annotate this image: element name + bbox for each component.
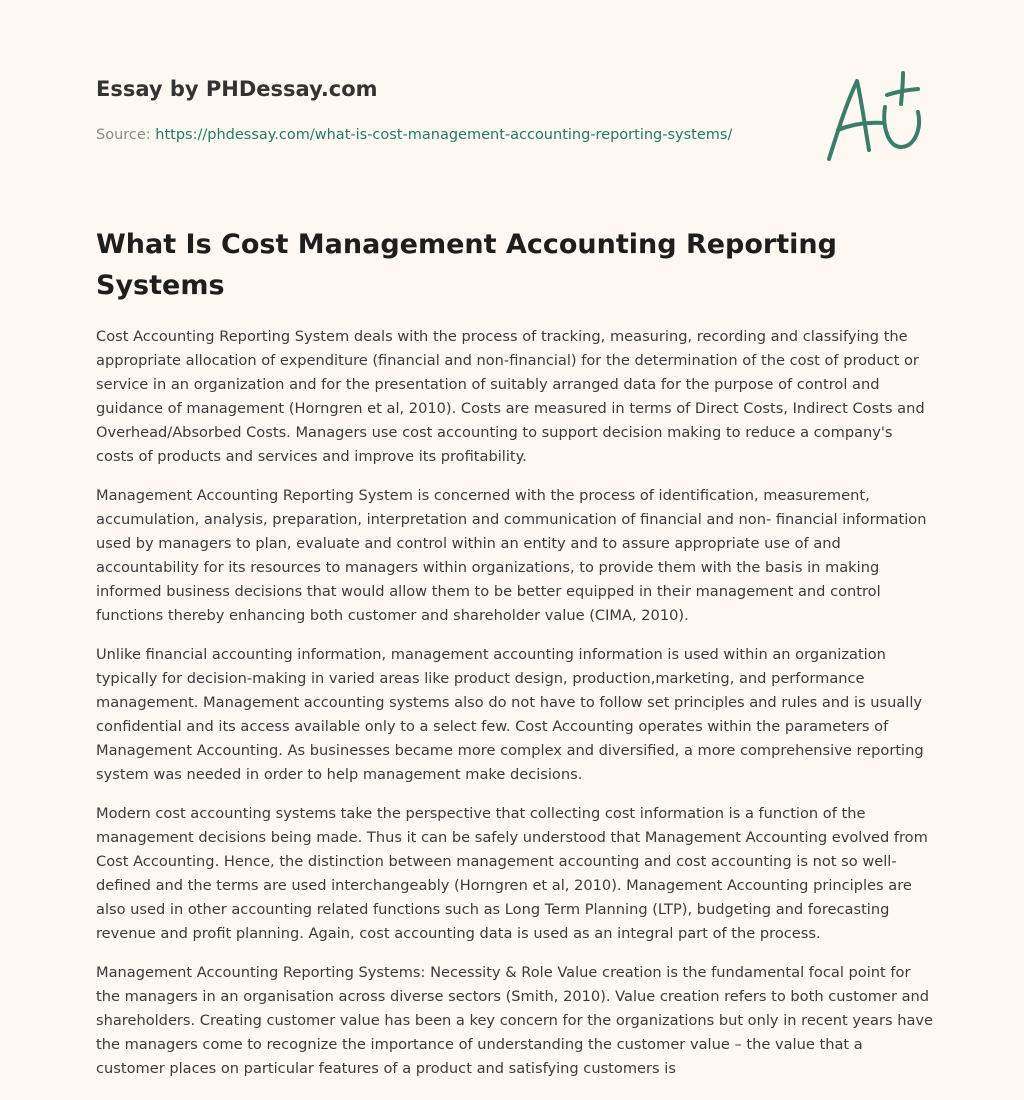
source-label: Source: [96,127,151,143]
a-plus-grade-icon [822,68,926,164]
paragraph: Modern cost accounting systems take the perspective that collecting cost information is a function of the management decisions being made. Thus it can be safely understood that Management Accounting evolved from Cost Accounting. Hence, the distinction between management accounting and cost accounting is not so well-defined and the terms are used interchangeably (Horngren et al, 2010). Management Accounting principles are also used in other accounting related functions such as Long Term Planning (LTP), budgeting and forecasting revenue and profit planning. Again, cost accounting data is used as an integral part of the process. [96,805,928,942]
site-brand: Essay by PHDessay.com [96,77,378,101]
paragraph: Management Accounting Reporting System is concerned with the process of identification, measurement, accumulation, analysis, preparation, interpretation and communication of financial and non- financial information used by managers to plan, evaluate and control within an entity and to assure appropriate use of and accountability for its resources to managers within organizations, to provide them with the basis in making informed business decisions that would allow them to be better equipped in their management and control functions thereby enhancing both customer and shareholder value (CIMA, 2010). [96,487,927,624]
article-body [96,325,934,1096]
source-line [96,125,796,145]
article-title: What Is Cost Management Accounting Reporting Systems [96,229,837,301]
paragraph: Cost Accounting Reporting System deals with the process of tracking, measuring, recording and classifying the appropriate allocation of expenditure (financial and non-financial) for the determination of the cost of product or service in an organization and for the presentation of suitably arranged data for the purpose of control and guidance of management (Horngren et al, 2010). Costs are measured in terms of Direct Costs, Indirect Costs and Overhead/Absorbed Costs. Managers use cost accounting to support decision making to reduce a company's costs of products and services and improve its profitability. [96,328,925,465]
page-header [96,74,796,145]
paragraph: Management Accounting Reporting Systems: Necessity & Role Value creation is the fundamental focal point for the managers in an organisation across diverse sectors (Smith, 2010). Value creation refers to both customer and shareholders. Creating customer value has been a key concern for the organizations but only in recent years have the managers come to recognize the importance of understanding the customer value – the value that a customer places on particular features of a product and satisfying customers is [96,964,934,1077]
source-link[interactable]: https://phdessay.com/what-is-cost-management-accounting-reporting-systems/ [155,127,733,143]
paragraph: Unlike financial accounting information, management accounting information is used within an organization typically for decision-making in varied areas like product design, production,marketing, and performance management. Management accounting systems also do not have to follow set principles and rules and is usually confidential and its access available only to a select few. Cost Accounting operates within the parameters of Management Accounting. As businesses became more complex and diversified, a more comprehensive reporting system was needed in order to help management make decisions. [96,646,924,783]
